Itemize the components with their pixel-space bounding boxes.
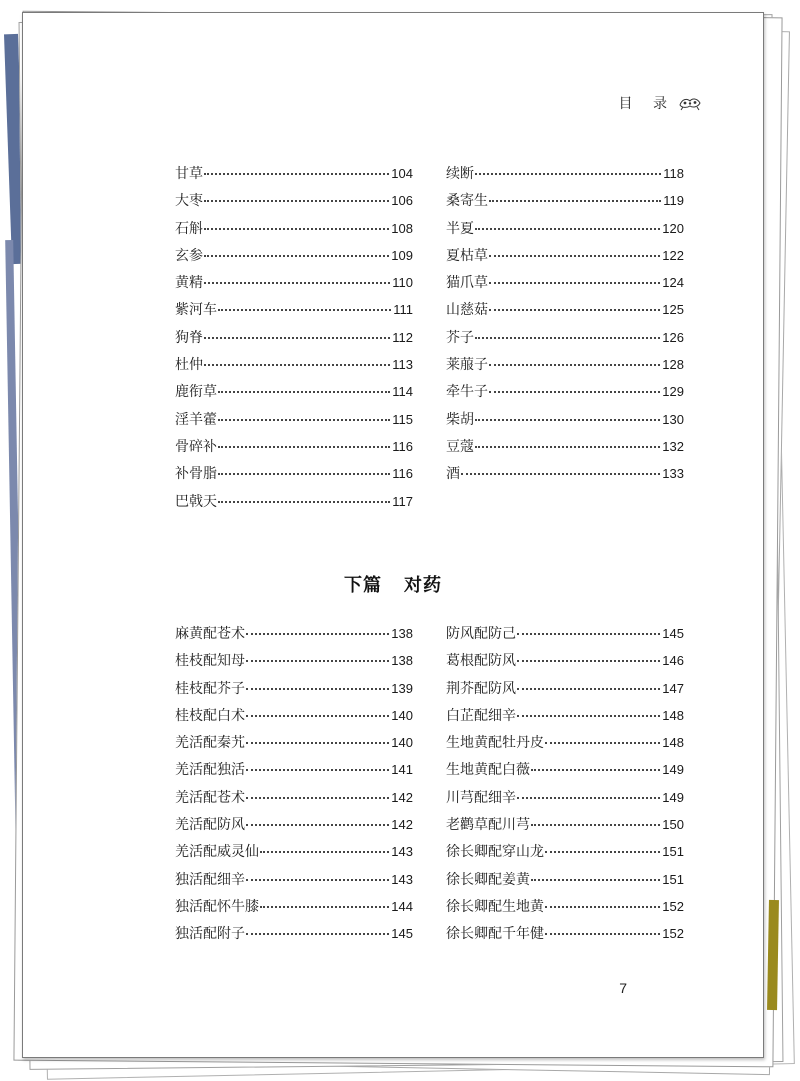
toc-entry-title: 夏枯草 <box>446 247 488 264</box>
toc-entry-title: 山慈菇 <box>446 302 488 319</box>
toc-entry[interactable] <box>175 272 413 299</box>
toc-entry[interactable] <box>446 923 684 950</box>
dot-leader <box>545 851 660 853</box>
toc-entry[interactable] <box>446 705 684 732</box>
toc-entry-page: 139 <box>391 680 413 696</box>
dot-leader <box>218 309 391 311</box>
toc-entry-title: 大枣 <box>175 193 203 210</box>
toc-entry-page: 120 <box>662 220 684 236</box>
toc-entry-title: 莱菔子 <box>446 357 488 374</box>
toc-entry-page: 142 <box>391 817 413 833</box>
toc-entry-title: 柴胡 <box>446 411 474 428</box>
toc-entry-title: 川芎配细辛 <box>446 789 516 806</box>
toc-entry-page: 118 <box>663 166 684 181</box>
toc-entry[interactable] <box>175 463 413 490</box>
toc-entry[interactable] <box>175 381 413 408</box>
dot-leader <box>246 688 389 690</box>
toc-entry-page: 149 <box>662 789 684 805</box>
dot-leader <box>517 633 660 635</box>
toc-entry-title: 桑寄生 <box>446 193 488 210</box>
dot-leader <box>204 282 390 284</box>
toc-entry[interactable] <box>446 354 684 381</box>
toc-entry[interactable] <box>175 869 413 896</box>
page-stack-edge <box>767 900 779 1010</box>
dot-leader <box>517 797 660 799</box>
toc-entry[interactable] <box>175 759 413 786</box>
toc-entry-title: 黄精 <box>175 275 203 292</box>
toc-entry-title: 酒 <box>446 466 460 483</box>
toc-entry-title: 徐长卿配穿山龙 <box>446 844 544 861</box>
dot-leader <box>246 933 389 935</box>
toc-entry-title: 桂枝配芥子 <box>175 680 245 697</box>
toc-entry[interactable] <box>175 678 413 705</box>
toc-entry-page: 133 <box>662 466 684 482</box>
toc-entry-page: 111 <box>393 302 413 318</box>
dot-leader <box>475 228 660 230</box>
toc-entry-title: 猫爪草 <box>446 275 488 292</box>
toc-entry-page: 140 <box>391 707 413 723</box>
toc-entry[interactable] <box>175 491 413 518</box>
toc-entry-page: 145 <box>391 926 413 942</box>
toc-entry-page: 115 <box>392 411 413 427</box>
toc-column-upper-right <box>446 163 684 491</box>
dot-leader <box>218 501 390 503</box>
toc-entry-title: 石斛 <box>175 220 203 237</box>
toc-entry-title: 防风配防己 <box>446 626 516 642</box>
toc-entry-title: 徐长卿配姜黄 <box>446 871 530 888</box>
decorative-ornament-icon <box>677 95 703 111</box>
toc-entry-page: 108 <box>391 220 413 236</box>
dot-leader <box>218 419 390 421</box>
toc-entry[interactable] <box>446 787 684 814</box>
toc-entry-page: 106 <box>391 193 413 209</box>
toc-entry[interactable] <box>175 923 413 950</box>
toc-entry-title: 麻黄配苍术 <box>175 626 245 642</box>
dot-leader <box>475 337 660 339</box>
toc-entry-page: 128 <box>662 357 684 373</box>
dot-leader <box>246 633 389 635</box>
toc-entry[interactable] <box>446 409 684 436</box>
document-page <box>22 12 764 1058</box>
toc-entry[interactable] <box>446 381 684 408</box>
toc-entry-title: 甘草 <box>175 166 203 182</box>
toc-entry-page: 146 <box>662 653 684 669</box>
dot-leader <box>246 769 389 771</box>
toc-entry-page: 149 <box>662 762 684 778</box>
toc-entry-title: 桂枝配白术 <box>175 707 245 724</box>
toc-entry[interactable] <box>446 732 684 759</box>
toc-entry-title: 牵牛子 <box>446 384 488 401</box>
page-number: 7 <box>619 980 627 996</box>
toc-entry[interactable] <box>175 814 413 841</box>
toc-entry-page: 143 <box>391 871 413 887</box>
toc-entry-page: 104 <box>391 166 413 181</box>
toc-entry[interactable] <box>175 705 413 732</box>
toc-entry-title: 芥子 <box>446 329 474 346</box>
dot-leader <box>489 255 660 257</box>
dot-leader <box>246 742 389 744</box>
toc-entry[interactable] <box>446 814 684 841</box>
toc-entry[interactable] <box>446 678 684 705</box>
toc-entry[interactable] <box>175 896 413 923</box>
dot-leader <box>204 255 389 257</box>
dot-leader <box>260 906 389 908</box>
toc-entry[interactable] <box>175 218 413 245</box>
toc-entry[interactable] <box>175 787 413 814</box>
toc-column-upper-left <box>175 163 413 518</box>
toc-entry[interactable] <box>175 841 413 868</box>
toc-entry-page: 141 <box>391 762 413 778</box>
dot-leader <box>204 337 390 339</box>
dot-leader <box>246 715 389 717</box>
toc-entry[interactable] <box>175 650 413 677</box>
dot-leader <box>545 933 660 935</box>
toc-entry-page: 116 <box>392 466 413 482</box>
dot-leader <box>461 473 660 475</box>
dot-leader <box>489 200 661 202</box>
toc-entry-page: 145 <box>662 626 684 641</box>
dot-leader <box>489 309 660 311</box>
toc-entry[interactable] <box>175 623 413 650</box>
toc-entry-title: 老鹳草配川芎 <box>446 817 530 834</box>
toc-entry-page: 150 <box>662 817 684 833</box>
toc-entry-page: 119 <box>663 193 684 209</box>
toc-entry-page: 132 <box>662 438 684 454</box>
section-heading <box>23 571 763 597</box>
toc-entry[interactable] <box>175 190 413 217</box>
running-header <box>619 93 703 113</box>
section-title-text: 对药 <box>404 575 442 596</box>
toc-entry-page: 122 <box>662 247 684 263</box>
toc-entry-title: 白芷配细辛 <box>446 707 516 724</box>
toc-entry-title: 续断 <box>446 166 474 182</box>
dot-leader <box>204 228 389 230</box>
toc-column-lower-left <box>175 623 413 951</box>
dot-leader <box>531 824 660 826</box>
toc-entry-page: 113 <box>392 357 413 373</box>
dot-leader <box>260 851 389 853</box>
header-title: 目 录 <box>618 96 675 112</box>
toc-entry-title: 徐长卿配生地黄 <box>446 898 544 915</box>
toc-entry-page: 126 <box>662 329 684 345</box>
section-part: 下篇 <box>344 575 382 596</box>
toc-entry-page: 112 <box>392 329 413 345</box>
toc-entry-title: 鹿衔草 <box>175 384 217 401</box>
toc-entry-title: 半夏 <box>446 220 474 237</box>
toc-entry[interactable] <box>446 218 684 245</box>
toc-entry-title: 补骨脂 <box>175 466 217 483</box>
toc-entry-page: 148 <box>662 707 684 723</box>
dot-leader <box>545 906 660 908</box>
toc-entry-title: 玄参 <box>175 247 203 264</box>
dot-leader <box>475 173 661 175</box>
toc-entry-page: 138 <box>391 653 413 669</box>
dot-leader <box>475 446 660 448</box>
toc-entry-page: 144 <box>391 898 413 914</box>
toc-entry[interactable] <box>446 841 684 868</box>
toc-entry[interactable] <box>446 272 684 299</box>
toc-entry-page: 140 <box>391 735 413 751</box>
toc-entry-title: 独活配怀牛膝 <box>175 898 259 915</box>
toc-entry-page: 116 <box>392 438 413 454</box>
toc-entry-title: 狗脊 <box>175 329 203 346</box>
toc-entry[interactable] <box>446 299 684 326</box>
toc-entry[interactable] <box>446 650 684 677</box>
toc-entry-page: 138 <box>391 626 413 641</box>
toc-entry-title: 紫河车 <box>175 302 217 319</box>
toc-entry-title: 羌活配威灵仙 <box>175 844 259 861</box>
toc-entry[interactable] <box>446 463 684 490</box>
toc-entry-page: 143 <box>391 844 413 860</box>
toc-entry-page: 125 <box>662 302 684 318</box>
toc-entry-title: 生地黄配牡丹皮 <box>446 735 544 752</box>
toc-entry-title: 骨碎补 <box>175 438 217 455</box>
dot-leader <box>489 391 660 393</box>
dot-leader <box>218 391 390 393</box>
toc-entry-page: 114 <box>392 384 413 400</box>
toc-column-lower-right <box>446 623 684 951</box>
toc-entry[interactable] <box>175 732 413 759</box>
dot-leader <box>531 769 660 771</box>
toc-entry-page: 147 <box>662 680 684 696</box>
toc-entry-title: 羌活配独活 <box>175 762 245 779</box>
toc-entry-page: 142 <box>391 789 413 805</box>
toc-entry[interactable] <box>175 245 413 272</box>
toc-entry-title: 羌活配秦艽 <box>175 735 245 752</box>
toc-entry-page: 130 <box>662 411 684 427</box>
toc-entry-page: 129 <box>662 384 684 400</box>
toc-entry-page: 124 <box>662 275 684 291</box>
toc-entry[interactable] <box>175 163 413 190</box>
toc-entry-title: 淫羊藿 <box>175 411 217 428</box>
dot-leader <box>218 446 390 448</box>
toc-entry[interactable] <box>446 623 684 650</box>
dot-leader <box>517 715 660 717</box>
toc-entry[interactable] <box>446 869 684 896</box>
dot-leader <box>204 364 390 366</box>
toc-entry[interactable] <box>446 896 684 923</box>
dot-leader <box>246 660 389 662</box>
toc-entry-title: 羌活配苍术 <box>175 789 245 806</box>
toc-entry-title: 杜仲 <box>175 357 203 374</box>
toc-entry-page: 151 <box>662 871 684 887</box>
toc-entry-title: 生地黄配白薇 <box>446 762 530 779</box>
toc-entry-title: 独活配附子 <box>175 926 245 943</box>
toc-entry-page: 152 <box>662 898 684 914</box>
toc-entry[interactable] <box>175 409 413 436</box>
toc-entry[interactable] <box>446 327 684 354</box>
toc-entry[interactable] <box>446 759 684 786</box>
dot-leader <box>545 742 660 744</box>
toc-entry-title: 羌活配防风 <box>175 817 245 834</box>
toc-entry-page: 110 <box>392 275 413 291</box>
dot-leader <box>246 824 389 826</box>
toc-entry[interactable] <box>446 245 684 272</box>
dot-leader <box>531 879 660 881</box>
dot-leader <box>475 419 660 421</box>
dot-leader <box>204 200 389 202</box>
toc-entry[interactable] <box>175 354 413 381</box>
dot-leader <box>246 797 389 799</box>
dot-leader <box>489 282 660 284</box>
dot-leader <box>489 364 660 366</box>
toc-entry-page: 117 <box>392 493 413 509</box>
toc-entry[interactable] <box>175 327 413 354</box>
toc-entry[interactable] <box>446 163 684 190</box>
toc-entry-page: 152 <box>662 926 684 942</box>
toc-entry[interactable] <box>175 299 413 326</box>
dot-leader <box>517 688 660 690</box>
toc-entry-title: 葛根配防风 <box>446 653 516 670</box>
dot-leader <box>246 879 389 881</box>
toc-entry-page: 148 <box>662 735 684 751</box>
toc-entry-title: 巴戟天 <box>175 493 217 510</box>
toc-entry[interactable] <box>446 190 684 217</box>
dot-leader <box>204 173 389 175</box>
toc-entry-title: 豆蔻 <box>446 438 474 455</box>
dot-leader <box>218 473 390 475</box>
toc-entry-page: 109 <box>391 247 413 263</box>
toc-entry-title: 独活配细辛 <box>175 871 245 888</box>
toc-entry[interactable] <box>446 436 684 463</box>
toc-entry-title: 桂枝配知母 <box>175 653 245 670</box>
toc-entry[interactable] <box>175 436 413 463</box>
dot-leader <box>517 660 660 662</box>
toc-entry-title: 荆芥配防风 <box>446 680 516 697</box>
toc-entry-page: 151 <box>662 844 684 860</box>
toc-entry-title: 徐长卿配千年健 <box>446 926 544 943</box>
